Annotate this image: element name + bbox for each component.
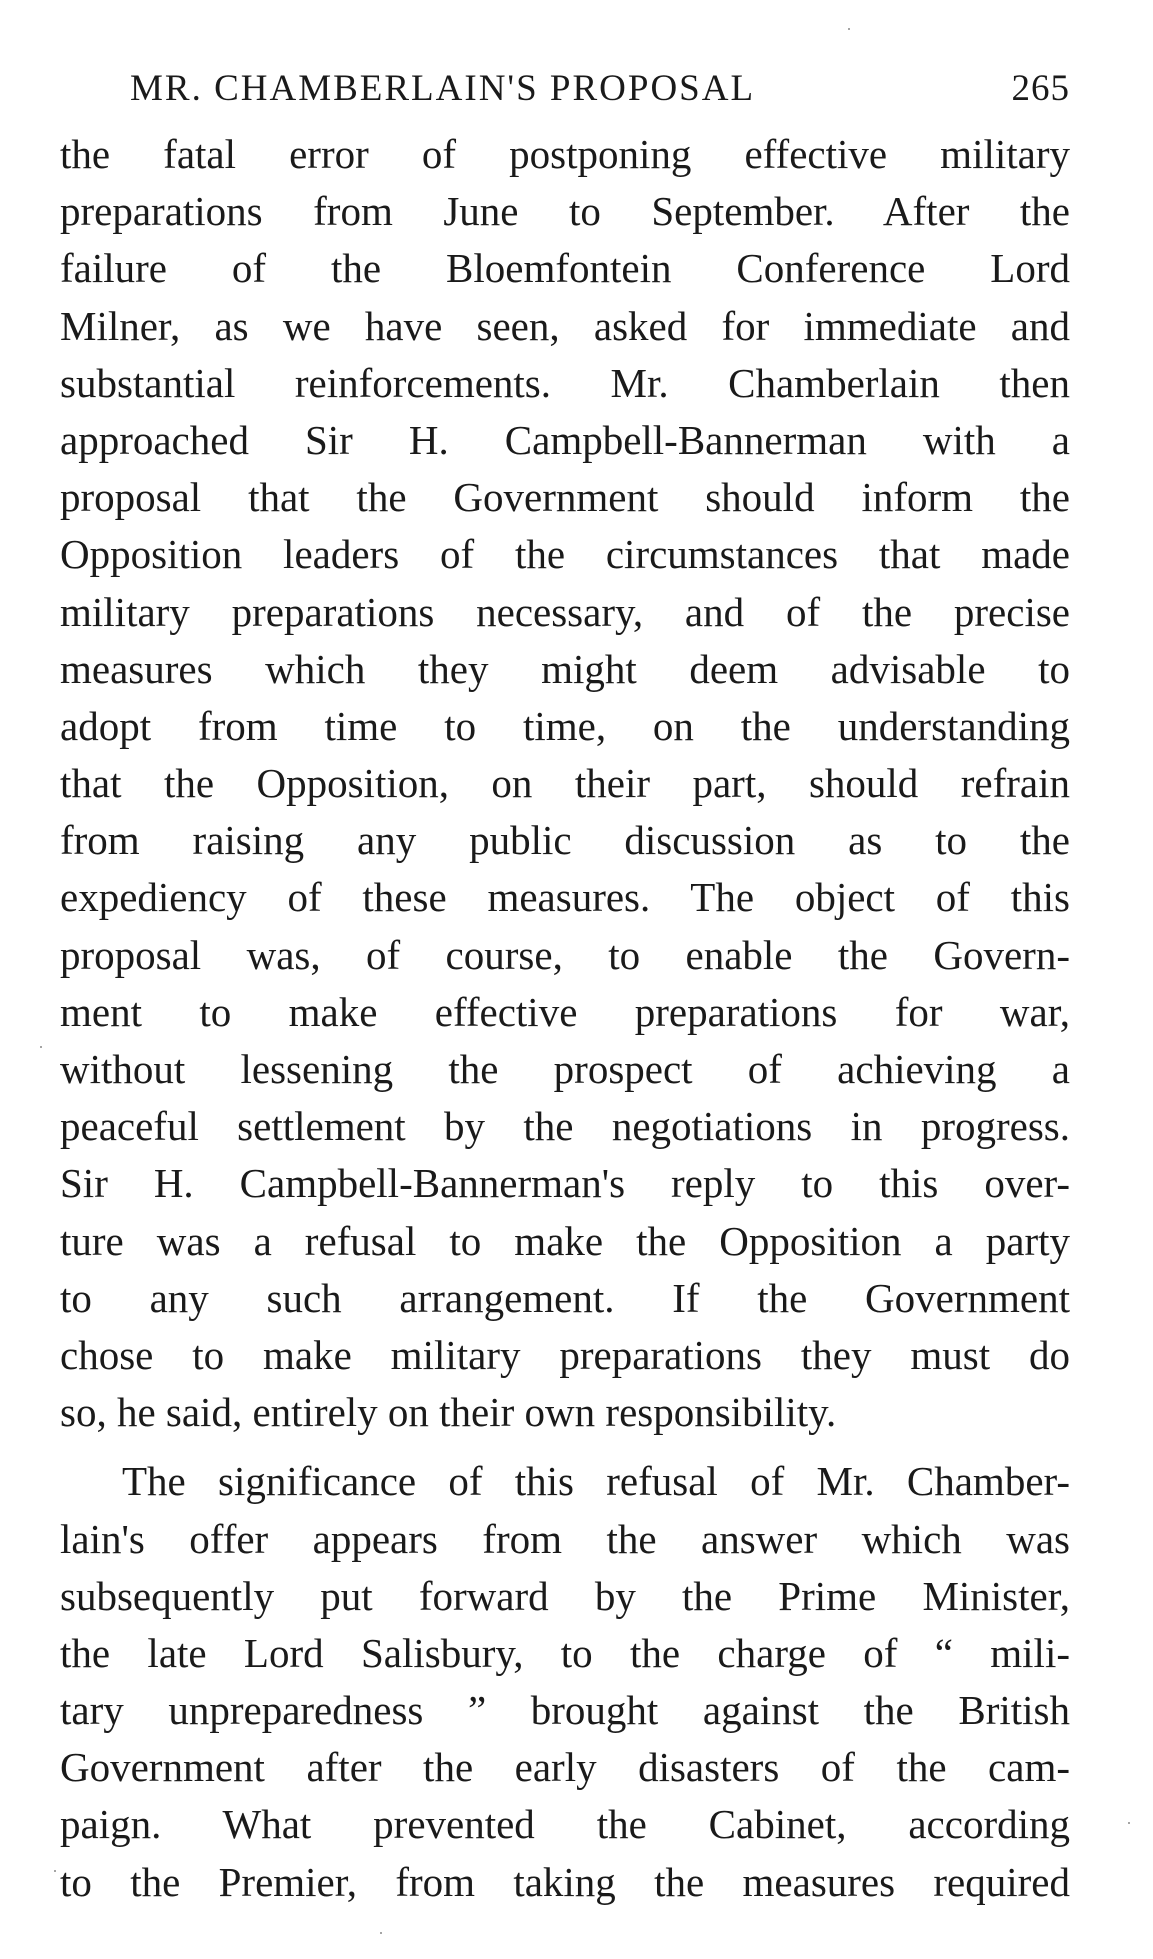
text-line: preparations from June to September. After the (60, 188, 1070, 235)
text-line: to the Premier, from taking the measures required (60, 1858, 1070, 1905)
scan-speck (40, 1046, 42, 1048)
text-line: proposal was, of course, to enable the Govern- (60, 931, 1070, 978)
text-line: the fatal error of postponing effective military (60, 131, 1070, 177)
book-page (60, 52, 1070, 1911)
scan-speck (848, 28, 850, 30)
text-line: without lessening the prospect of achieving a (60, 1046, 1070, 1092)
scan-speck (1128, 1822, 1130, 1824)
paragraph-1 (60, 126, 1070, 1441)
running-title: MR. CHAMBERLAIN'S PROPOSAL (130, 68, 756, 109)
scan-speck (380, 1932, 382, 1934)
text-line: peaceful settlement by the negotiations in progress. (60, 1103, 1070, 1150)
text-line: proposal that the Government should inform the (60, 474, 1070, 521)
text-line: lain's offer appears from the answer which was (60, 1515, 1070, 1562)
page-number: 265 (1011, 68, 1070, 109)
text-line: adopt from time to time, on the understanding (60, 702, 1070, 749)
running-head (60, 52, 1070, 126)
text-line: substantial reinforcements. Mr. Chamberlain then (60, 359, 1070, 406)
text-line: measures which they might deem advisable to (60, 645, 1070, 692)
paragraph-2 (60, 1453, 1070, 1911)
text-line: so, he said, entirely on their own responsibility. (60, 1389, 837, 1436)
scan-speck (54, 1870, 56, 1872)
text-line: Milner, as we have seen, asked for immediate and (60, 302, 1070, 349)
text-line: Sir H. Campbell-Bannerman's reply to this over- (60, 1160, 1070, 1207)
text-line: that the Opposition, on their part, should refrain (60, 760, 1070, 807)
text-line: The significance of this refusal of Mr. Chamber- (122, 1458, 1070, 1505)
text-line: subsequently put forward by the Prime Minister, (60, 1572, 1070, 1619)
text-line: the late Lord Salisbury, to the charge of “ mili- (60, 1629, 1070, 1676)
text-line: approached Sir H. Campbell-Bannerman with a (60, 416, 1070, 463)
text-line: ment to make effective preparations for war, (60, 988, 1070, 1035)
text-line: to any such arrangement. If the Government (60, 1274, 1070, 1321)
text-line: Government after the early disasters of the cam- (60, 1744, 1070, 1791)
text-line: failure of the Bloemfontein Conference Lord (60, 245, 1070, 292)
text-line: expediency of these measures. The object of this (60, 874, 1070, 921)
text-line: paign. What prevented the Cabinet, according (60, 1801, 1070, 1848)
text-line: from raising any public discussion as to the (60, 817, 1070, 864)
text-line: ture was a refusal to make the Opposition a party (60, 1217, 1070, 1264)
text-line: Opposition leaders of the circumstances that made (60, 531, 1070, 578)
text-line: tary unpreparedness ” brought against the British (60, 1687, 1070, 1734)
paragraph-gap (60, 1441, 1070, 1453)
text-line: chose to make military preparations they must do (60, 1331, 1070, 1378)
text-line: military preparations necessary, and of the precise (60, 588, 1070, 635)
